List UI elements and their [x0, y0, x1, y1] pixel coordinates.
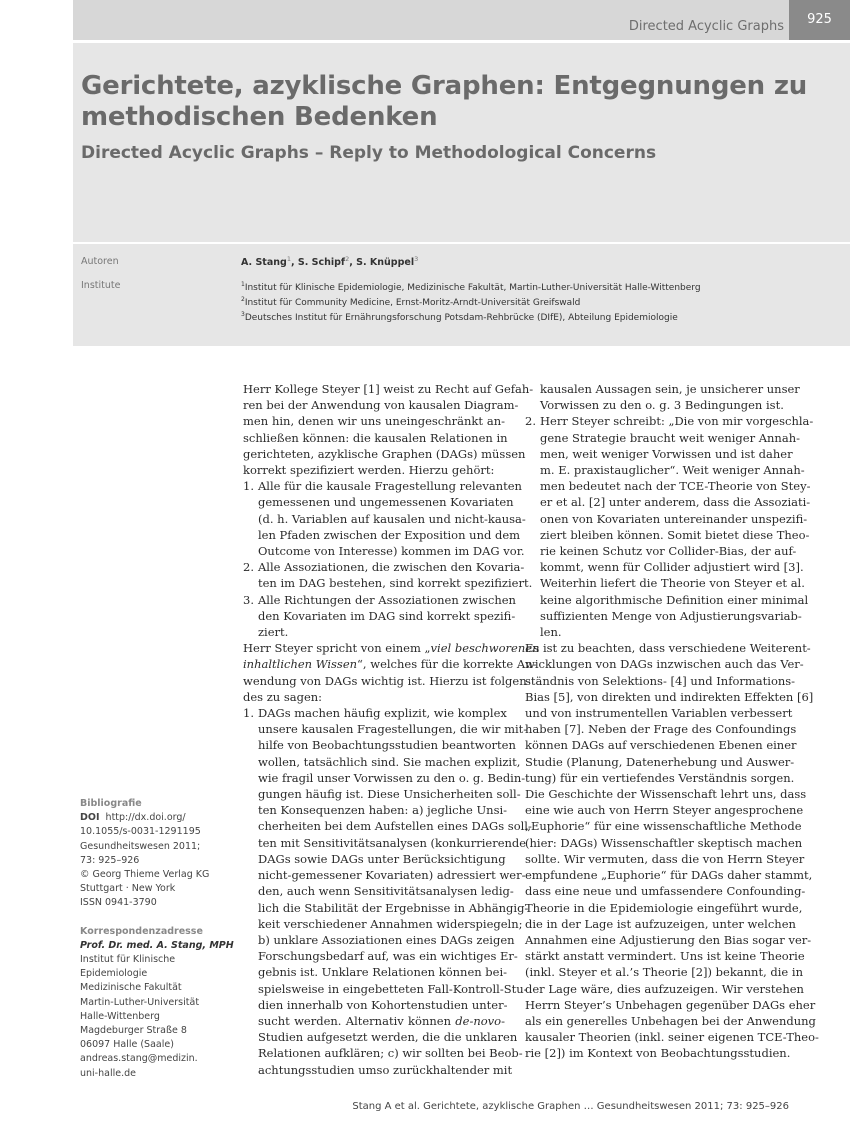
text-run: wicklungen von DAGs inzwischen auch das Ver- [525, 657, 804, 672]
text-run: rie keinen Schutz vor Collider-Bias, der auf- [540, 544, 797, 559]
bibliography-line: Stuttgart · New York [80, 883, 176, 895]
text-line [243, 997, 508, 1013]
text-line [525, 575, 805, 591]
text-run: Annahmen eine Adjustierung den Bias sogar ver- [525, 932, 812, 947]
text-run: er et al. [2] unter anderem, dass die Assoziati- [540, 495, 811, 510]
text-run: cherheiten bei dem Aufstellen eines DAGs soll- [258, 819, 532, 834]
text-line [525, 981, 804, 997]
text-run: wie fragil unser Vorwissen zu den o. g. Bedin- [258, 770, 526, 785]
text-run: die in der Lage ist aufzuzeigen, unter welchen [525, 916, 796, 931]
text-run: Die Geschichte der Wissenschaft lehrt uns, dass [525, 787, 807, 802]
text-run: empfundene „Euphorie“ für DAGs daher stammt, [525, 868, 813, 883]
text-line [525, 786, 807, 802]
correspondence-name: Prof. Dr. med. A. Stang, MPH [80, 939, 234, 951]
text-run: ziert. [258, 625, 289, 640]
text-run: den Kovariaten im DAG sind korrekt spezifi- [258, 608, 516, 623]
institute-text: Institut für Community Medicine, Ernst-Moritz-Arndt-Universität Greifswald [244, 298, 581, 308]
doi-link-continued[interactable]: 10.1055/s-0031-1291195 [80, 826, 201, 838]
text-line [525, 397, 787, 413]
institute-line [241, 279, 701, 294]
text-line [243, 948, 518, 964]
text-run: (d. h. Variablen auf kausalen und nicht-kausa- [258, 511, 526, 526]
institute-number: 1 [241, 281, 245, 288]
text-line [525, 381, 800, 397]
list-number: 2. [243, 560, 254, 575]
text-run: (inkl. Steyer et al.’s Theorie [2]) bekannt, die in [525, 965, 803, 980]
text-run: der Lage wäre, dies aufzuzeigen. Wir verstehen [525, 981, 804, 996]
text-line [525, 673, 796, 689]
text-line [243, 381, 534, 397]
text-run: den, auch wenn Sensitivitätsanalysen ledig- [258, 884, 514, 899]
text-line [243, 1045, 523, 1061]
institutes-label: Institute [81, 280, 121, 291]
text-line [525, 948, 805, 964]
text-line [525, 656, 804, 672]
text-line [243, 964, 508, 980]
text-run: sucht werden. Alternativ können [258, 1013, 456, 1028]
text-run: len. [540, 625, 562, 640]
text-line [243, 397, 519, 413]
doi-label: DOI [80, 812, 100, 824]
text-run: keine algorithmische Definition einer minimal [540, 592, 809, 607]
text-run: ten mit Sensitivitätsanalysen (konkurrierende [258, 835, 527, 850]
text-run: b) unklare Assoziationen eines DAGs zeigen [258, 932, 515, 947]
institute-line [241, 309, 701, 324]
address-line: Institut für Klinische [80, 954, 176, 966]
text-line [525, 592, 809, 608]
text-run: eine wie auch von Herrn Steyer angesprochene [525, 803, 804, 818]
text-line [525, 851, 805, 867]
text-run: kommt, wenn für Collider adjustiert wird [3]. [540, 560, 804, 575]
institute-text: Deutsches Institut für Ernährungsforschung Potsdam-Rehbrücke (DIfE), Abteilung Epidemiologie [244, 313, 678, 323]
bibliography-line: 73: 925–926 [80, 854, 140, 866]
text-run: rie [2]) im Kontext von Beobachtungsstudien. [525, 1046, 791, 1061]
text-line [525, 430, 800, 446]
text-run: korrekt spezifiziert werden. Hierzu gehört: [243, 463, 495, 478]
text-run: nicht-gemessener Kovariaten) adressiert wer- [258, 868, 526, 883]
text-line [243, 689, 505, 705]
text-run: schließen können: die kausalen Relationen in [243, 430, 508, 445]
text-line [525, 494, 811, 510]
text-run: spielsweise in eingebetteten Fall-Kontroll-Stu- [258, 981, 528, 996]
text-line [243, 867, 526, 883]
list-number: 3. [243, 592, 254, 607]
text-line [525, 737, 797, 753]
text-line [525, 721, 797, 737]
article-title: Gerichtete, azyklische Graphen: Entgegnungen zu methodischen Bedenken [81, 71, 808, 132]
institute-number: 3 [241, 311, 245, 318]
text-line [243, 786, 521, 802]
text-line [525, 1045, 791, 1061]
text-line [525, 559, 804, 575]
text-run: des zu sagen: [243, 689, 323, 704]
text-line [525, 867, 813, 883]
text-run: dien innerhalb von Kohortenstudien unter- [258, 997, 508, 1012]
text-run: wollen, tatsächlich sind. Sie machen explizit, [258, 754, 521, 769]
emphasis: viel beschworenen [430, 641, 540, 656]
text-line [243, 1013, 505, 1029]
text-line [525, 883, 806, 899]
text-run: Relationen aufklären; c) wir sollten bei Beob- [258, 1046, 523, 1061]
text-run: men bedeutet nach der TCE-Theorie von Stey- [540, 479, 811, 494]
text-line [525, 900, 803, 916]
list-number: 2. [525, 414, 536, 429]
article-subtitle: Directed Acyclic Graphs – Reply to Methodological Concerns [81, 143, 657, 163]
text-line [525, 1029, 819, 1045]
header-band [73, 0, 850, 40]
text-run: Herr Steyer schreibt: „Die von mir vorgeschla- [540, 414, 814, 429]
emphasis: de-novo [455, 1013, 502, 1028]
address-line: andreas.stang@medizin. [80, 1053, 198, 1065]
text-line [243, 883, 514, 899]
text-line [243, 802, 508, 818]
address-line: Magdeburger Straße 8 [80, 1025, 187, 1037]
text-run: - [501, 1013, 505, 1028]
correspondence-label: Korrespondenzadresse [80, 925, 203, 937]
text-run: m. E. praxistauglicher“. Weit weniger Annah- [540, 463, 805, 478]
text-run: Herrn Steyer’s Unbehagen gegenüber DAGs eher [525, 997, 816, 1012]
text-run: „Euphorie“ für eine wissenschaftliche Methode [525, 819, 802, 834]
institute-list [241, 279, 701, 324]
text-line [525, 770, 795, 786]
text-line [525, 608, 802, 624]
text-run: “, welches für die korrekte An- [357, 657, 537, 672]
text-line [243, 673, 531, 689]
text-line [243, 900, 529, 916]
text-run: unsere kausalen Fragestellungen, die wir mit- [258, 722, 528, 737]
text-line [525, 835, 803, 851]
text-run: gemessenen und ungemessenen Kovariaten [258, 495, 514, 510]
body-column-right [525, 381, 819, 1062]
text-line [243, 737, 516, 753]
author-name: A. Stang [241, 257, 287, 269]
text-run: Herr Kollege Steyer [1] weist zu Recht auf Gefah- [243, 382, 534, 396]
text-line [525, 818, 802, 834]
text-run: Vorwissen zu den o. g. 3 Bedingungen ist. [540, 398, 784, 413]
text-line [525, 689, 814, 705]
text-run: (hier: DAGs) Wissenschaftler skeptisch machen [525, 835, 803, 850]
author-affiliation: 3 [414, 255, 419, 263]
text-line [243, 705, 505, 721]
text-line [243, 511, 526, 527]
text-line [243, 851, 505, 867]
list-number: 1. [243, 706, 254, 721]
list-number: 1. [243, 479, 254, 494]
text-line [243, 575, 533, 591]
text-line [243, 462, 505, 478]
text-line [525, 624, 787, 640]
bibliography-lines [80, 840, 230, 911]
text-run: gungen häufig ist. Diese Unsicherheiten soll- [258, 787, 521, 802]
text-run: ständnis von Selektions- [4] und Informations- [525, 673, 796, 688]
text-run: Forschungsbedarf auf, was ein wichtiges Er- [258, 949, 518, 964]
text-line [243, 981, 528, 997]
text-run: Alle Assoziationen, die zwischen den Kovaria- [258, 560, 525, 575]
text-run: hilfe von Beobachtungsstudien beantworten [258, 738, 516, 753]
text-run: können DAGs auf verschiedenen Ebenen einer [525, 738, 797, 753]
text-run: Studie (Planung, Datenerhebung und Auswer- [525, 754, 795, 769]
text-line [243, 835, 527, 851]
text-run: ten Konsequenzen haben: a) jegliche Unsi- [258, 803, 508, 818]
doi-line [80, 811, 230, 825]
text-line [525, 802, 804, 818]
text-run: ten im DAG bestehen, sind korrekt spezifiziert. [258, 576, 533, 591]
text-run: Herr Steyer spricht von einem „ [243, 641, 431, 656]
text-run: Bias [5], von direkten und indirekten Effekten [6] [525, 689, 814, 704]
text-line [525, 916, 796, 932]
text-line [525, 462, 805, 478]
text-line [525, 964, 803, 980]
text-run: Theorie in die Epidemiologie eingeführt wurde, [525, 900, 803, 915]
metadata-band [73, 244, 850, 346]
text-line [525, 997, 816, 1013]
address-line: Medizinische Fakultät [80, 982, 182, 994]
authors-label: Autoren [81, 256, 119, 267]
text-run: onen von Kovariaten untereinander unspezifi- [540, 511, 808, 526]
text-run: tung) für ein vertiefendes Verständnis sorgen. [525, 770, 795, 785]
text-run: ziert bleiben können. Somit bietet diese Theo- [540, 527, 810, 542]
text-line [243, 1062, 513, 1078]
text-line [243, 446, 526, 462]
text-run: wendung von DAGs wichtig ist. Hierzu ist folgen- [243, 673, 531, 688]
text-run: Studien aufgesetzt werden, die die unklaren [258, 1030, 518, 1045]
address-line: 06097 Halle (Saale) [80, 1039, 174, 1051]
text-run: Alle für die kausale Fragestellung relevanten [258, 479, 522, 494]
sidebar [80, 797, 234, 1081]
text-line [525, 1013, 816, 1029]
text-line [243, 656, 537, 672]
bibliography-label: Bibliografie [80, 798, 142, 809]
text-line [525, 543, 797, 559]
text-run: lich die Stabilität der Ergebnisse in Abhängig- [258, 900, 529, 915]
text-line [243, 916, 523, 932]
address-line: uni-halle.de [80, 1067, 136, 1079]
text-line [525, 640, 811, 656]
text-line [243, 770, 526, 786]
text-run: gerichteten, azyklische Graphen (DAGs) müssen [243, 446, 526, 461]
text-run: Outcome von Interesse) kommen im DAG vor. [258, 544, 525, 559]
text-line [525, 705, 793, 721]
text-run: sollte. Wir vermuten, dass die von Herrn Steyer [525, 851, 805, 866]
text-line [243, 932, 515, 948]
text-run: haben [7]. Neben der Frage des Confoundings [525, 722, 797, 737]
footer-citation: Stang A et al. Gerichtete, azyklische Graphen … Gesundheitswesen 2011; 73: 925–926 [352, 1101, 789, 1112]
text-run: DAGs sowie DAGs unter Berücksichtigung [258, 851, 506, 866]
text-line [243, 754, 521, 770]
text-line [243, 1029, 518, 1045]
text-run: DAGs machen häufig explizit, wie komplex [258, 706, 507, 721]
text-line [525, 511, 808, 527]
text-run: als ein generelles Unbehagen bei der Anwendung [525, 1013, 816, 1028]
text-line [243, 543, 525, 559]
author-name: S. Knüppel [356, 257, 415, 269]
title-band [73, 43, 850, 242]
body-column-left [243, 381, 540, 1078]
author-affiliation: 1 [286, 255, 291, 263]
doi-link[interactable]: http://dx.doi.org/ [105, 812, 186, 824]
text-run: Alle Richtungen der Assoziationen zwischen [258, 592, 516, 607]
address-line: Halle-Wittenberg [80, 1010, 160, 1022]
author-name: S. Schipf [297, 257, 346, 269]
text-line [243, 494, 514, 510]
text-line [243, 430, 508, 446]
text-run: gene Strategie braucht weit weniger Annah- [540, 430, 800, 445]
correspondence-address [80, 953, 230, 1081]
author-affiliation: 2 [345, 255, 350, 263]
page-number: 925 [789, 0, 850, 40]
emphasis: inhaltlichen Wissen [243, 657, 358, 672]
text-run: keit verschiedener Annahmen widerspiegeln; [258, 916, 523, 931]
text-run: stärkt anstatt vermindert. Uns ist keine Theorie [525, 949, 805, 964]
text-run: Weiterhin liefert die Theorie von Steyer et al. [540, 576, 805, 591]
text-line [525, 754, 795, 770]
text-run: men hin, denen wir uns uneingeschränkt an- [243, 414, 505, 429]
text-run: kausaler Theorien (inkl. seiner eigenen TCE-Theo- [525, 1030, 819, 1045]
text-line [243, 608, 516, 624]
institute-line [241, 294, 701, 309]
address-line: Martin-Luther-Universität [80, 996, 200, 1008]
text-line [525, 478, 811, 494]
text-line [525, 446, 793, 462]
text-line [243, 478, 522, 494]
text-run: dass eine neue und umfassendere Confounding- [525, 884, 806, 899]
bibliography-line: ISSN 0941-3790 [80, 897, 157, 909]
bibliography-line: Gesundheitswesen 2011; [80, 840, 201, 852]
text-run: len Pfaden zwischen der Exposition und dem [258, 527, 521, 542]
text-line [525, 413, 814, 429]
text-line [243, 640, 540, 656]
address-line: Epidemiologie [80, 968, 148, 980]
text-run: Es ist zu beachten, dass verschiedene Weiterent- [525, 641, 811, 656]
text-line [243, 527, 521, 543]
text-run: gebnis ist. Unklare Relationen können bei- [258, 965, 508, 980]
text-run: men, weit weniger Vorwissen und ist daher [540, 446, 793, 461]
text-run: kausalen Aussagen sein, je unsicherer unser [540, 382, 800, 396]
text-line [525, 932, 812, 948]
author-list: A. Stang$^1$, S. Schipf$^2$, S. Knüppel$^3$ [241, 255, 419, 269]
text-line [243, 592, 516, 608]
text-line [243, 624, 505, 640]
bibliography-line: © Georg Thieme Verlag KG [80, 869, 210, 881]
running-title: Directed Acyclic Graphs [628, 19, 784, 34]
text-line [243, 721, 528, 737]
text-line [243, 818, 532, 834]
text-run: achtungsstudien umso zurückhaltender mit [258, 1062, 513, 1077]
text-run: suffizienten Menge von Adjustierungsvariab- [540, 608, 802, 623]
text-run: ren bei der Anwendung von kausalen Diagram- [243, 398, 519, 413]
text-line [525, 527, 810, 543]
text-run: und von instrumentellen Variablen verbessert [525, 706, 793, 721]
text-line [243, 413, 505, 429]
institute-text: Institut für Klinische Epidemiologie, Medizinische Fakultät, Martin-Luther-Universität Halle-Wittenberg [244, 283, 701, 293]
institute-number: 2 [241, 296, 245, 303]
text-line [243, 559, 525, 575]
